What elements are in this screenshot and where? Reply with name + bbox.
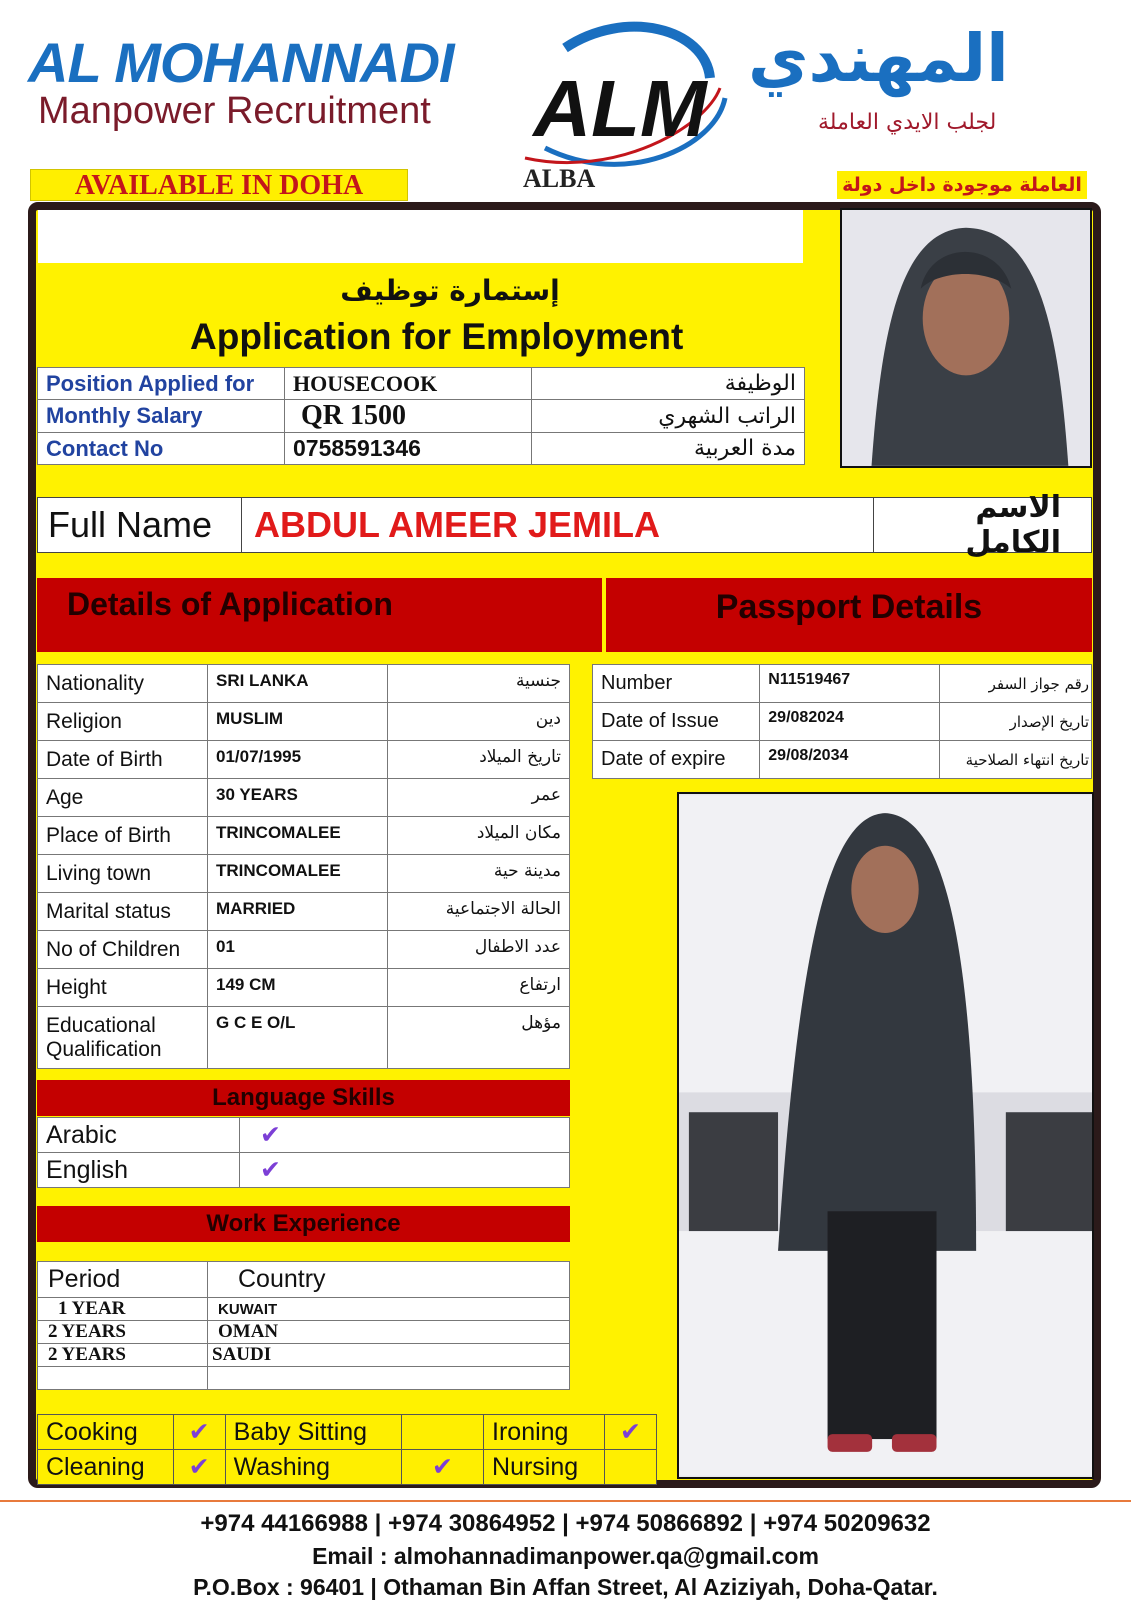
detail-label: Religion [38,703,208,741]
detail-label: Height [38,969,208,1007]
passport-value: 29/08/2034 [760,741,940,779]
work-period: 1 YEAR [38,1298,208,1321]
skills-table [37,1414,657,1485]
skill-name: Cleaning [38,1450,174,1485]
passport-value: N11519467 [760,665,940,703]
detail-label: Marital status [38,893,208,931]
check-icon: ✔ [240,1118,570,1153]
position-label-ar: الوظيفة [532,368,805,400]
passport-label: Date of Issue [593,703,760,741]
detail-row [38,969,570,1007]
language-row [38,1153,570,1188]
check-icon [605,1450,657,1485]
language-row [38,1118,570,1153]
passport-label-ar: رقم جواز السفر [940,665,1092,703]
passport-label-ar: تاريخ الإصدار [940,703,1092,741]
work-row [38,1344,570,1367]
brand-name-en: AL MOHANNADI [28,31,454,94]
brand-subtitle-ar: لجلب الايدي العاملة [818,110,997,135]
detail-label: Living town [38,855,208,893]
position-value: HOUSECOOK [285,368,532,400]
position-row [38,368,805,400]
full-body-illustration [679,794,1092,1477]
details-table [37,664,570,1069]
salary-value: QR 1500 [285,400,532,433]
skills-row [38,1415,657,1450]
language-section-header: Language Skills [37,1080,570,1116]
passport-row [593,703,1092,741]
detail-row [38,893,570,931]
detail-label-ar: تاريخ الميلاد [388,741,570,779]
skill-name: Cooking [38,1415,174,1450]
detail-label: Educational Qualification [38,1007,208,1069]
passport-row [593,665,1092,703]
passport-value: 29/082024 [760,703,940,741]
full-name-row [37,490,1092,560]
white-band [38,210,803,263]
portrait-illustration [842,210,1090,466]
work-row [38,1321,570,1344]
footer-address: P.O.Box : 96401 | Othaman Bin Affan Street, Al Aziziyah, Doha-Qatar. [193,1574,938,1600]
contact-label: Contact No [38,433,285,465]
skill-name: Ironing [484,1415,605,1450]
work-period: 2 YEARS [38,1344,208,1367]
work-row [38,1298,570,1321]
contact-label-ar: مدة العربية [532,433,805,465]
detail-row [38,817,570,855]
detail-value: 01 [208,931,388,969]
period-header: Period [38,1262,208,1298]
passport-table [592,664,1092,779]
detail-row [38,779,570,817]
application-title-ar: إستمارة توظيف [340,274,560,307]
detail-value: TRINCOMALEE [208,817,388,855]
logo-text: ALM [533,64,707,153]
application-title: Application for Employment [190,316,684,357]
detail-label-ar: مدينة حية [388,855,570,893]
salary-label: Monthly Salary [38,400,285,433]
work-header-row [38,1262,570,1298]
salary-label-ar: الراتب الشهري [532,400,805,433]
detail-label-ar: ارتفاع [388,969,570,1007]
detail-label: Date of Birth [38,741,208,779]
country-header: Country [208,1262,570,1298]
detail-row [38,703,570,741]
work-country: SAUDI [208,1344,570,1367]
footer-divider [0,1500,1131,1502]
position-table [37,367,805,465]
work-country: OMAN [208,1321,570,1344]
detail-label-ar: عدد الاطفال [388,931,570,969]
skill-name: Washing [225,1450,401,1485]
detail-label-ar: جنسية [388,665,570,703]
detail-value: 01/07/1995 [208,741,388,779]
check-icon: ✔ [173,1415,225,1450]
language-table [37,1117,570,1188]
detail-value: TRINCOMALEE [208,855,388,893]
portrait-photo [840,208,1092,468]
detail-label-ar: مكان الميلاد [388,817,570,855]
full-name-label-ar: الاسم الكامل [873,498,1091,552]
skill-name: Baby Sitting [225,1415,401,1450]
full-body-photo [677,792,1094,1479]
alba-label: ALBA [523,164,596,193]
passport-label-ar: تاريخ انتهاء الصلاحية [940,741,1092,779]
passport-section-header: Passport Details [606,578,1092,652]
available-in-qatar-banner-ar: العاملة موجودة داخل دولة [837,171,1087,199]
available-in-doha-banner: AVAILABLE IN DOHA [30,169,408,201]
check-icon: ✔ [240,1153,570,1188]
detail-label: No of Children [38,931,208,969]
detail-value: MUSLIM [208,703,388,741]
detail-row [38,1007,570,1069]
work-section-header: Work Experience [37,1206,570,1242]
detail-value: SRI LANKA [208,665,388,703]
language-name: Arabic [38,1118,240,1153]
contact-value: 0758591346 [285,433,532,465]
detail-label-ar: مؤهل [388,1007,570,1069]
check-icon: ✔ [605,1415,657,1450]
detail-value: 30 YEARS [208,779,388,817]
work-table [37,1261,570,1390]
footer-email: Email : almohannadimanpower.qa@gmail.com [312,1543,819,1569]
passport-label: Date of expire [593,741,760,779]
full-name-value: ABDUL AMEER JEMILA [254,504,661,545]
detail-row [38,665,570,703]
position-label: Position Applied for [38,368,285,400]
check-icon: ✔ [173,1450,225,1485]
language-name: English [38,1153,240,1188]
alm-logo [505,18,735,168]
skill-name: Nursing [484,1450,605,1485]
detail-label: Nationality [38,665,208,703]
detail-value: 149 CM [208,969,388,1007]
salary-row [38,400,805,433]
skills-row [38,1450,657,1485]
details-section-header: Details of Application [37,578,602,652]
contact-row [38,433,805,465]
detail-label: Age [38,779,208,817]
check-icon: ✔ [402,1450,484,1485]
work-period: 2 YEARS [38,1321,208,1344]
detail-row [38,931,570,969]
check-icon [402,1415,484,1450]
full-name-label: Full Name [38,498,242,552]
detail-row [38,741,570,779]
passport-label: Number [593,665,760,703]
detail-label: Place of Birth [38,817,208,855]
detail-value: MARRIED [208,893,388,931]
detail-label-ar: دين [388,703,570,741]
detail-row [38,855,570,893]
work-country: KUWAIT [208,1298,570,1321]
work-row-empty [38,1367,570,1390]
detail-label-ar: عمر [388,779,570,817]
detail-value: G C E O/L [208,1007,388,1069]
brand-name-ar: المهندي [748,20,1009,97]
passport-row [593,741,1092,779]
detail-label-ar: الحالة الاجتماعية [388,893,570,931]
brand-subtitle-en: Manpower Recruitment [38,90,431,132]
footer-phones: +974 44166988 | +974 30864952 | +974 50866892 | +974 50209632 [200,1510,931,1537]
